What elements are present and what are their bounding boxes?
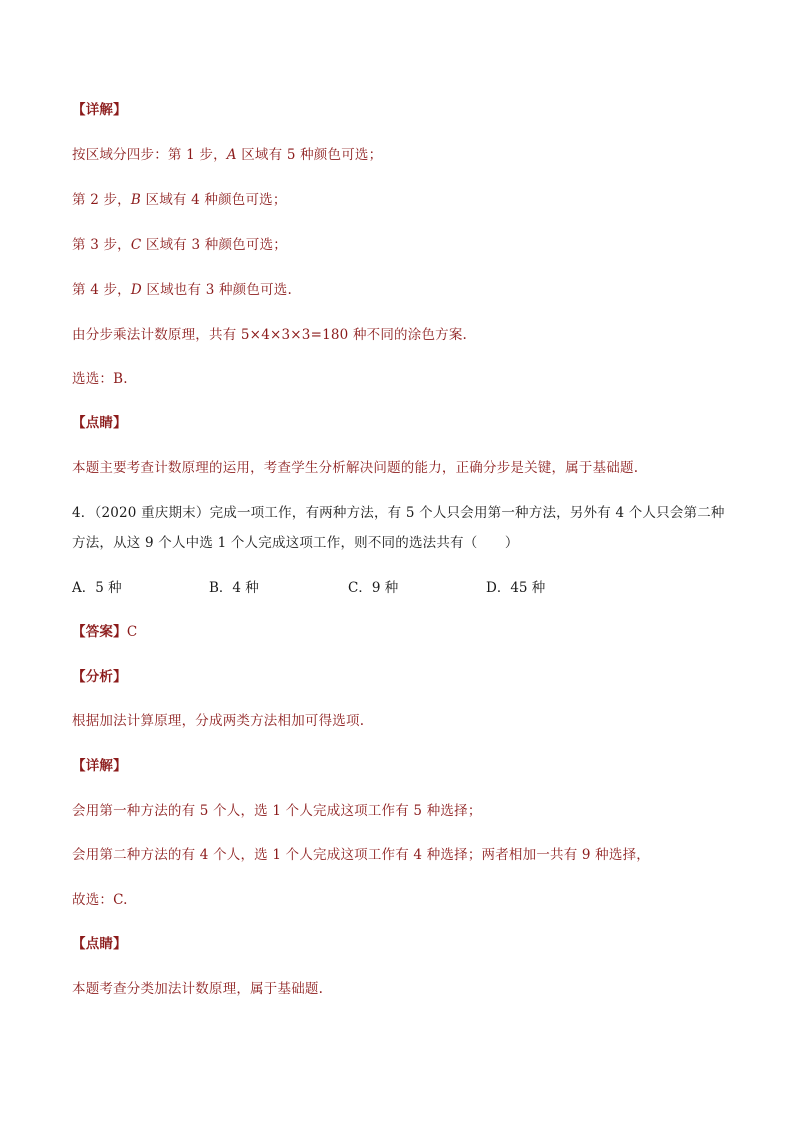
answer-value: C: [126, 624, 138, 640]
region-letter-d: D: [130, 282, 142, 298]
detail-choice: 故选：C.: [72, 892, 128, 908]
step3-prefix: 第 3 步，: [72, 237, 131, 253]
answer-heading: 【答案】: [72, 624, 127, 640]
answer-line: [72, 622, 137, 642]
step-intro: 按区域分四步：第 1 步，: [72, 147, 227, 163]
option-a: A．5 种: [72, 580, 122, 596]
region-letter-a: A: [226, 147, 237, 163]
question-stem-line1: 4．（2020 重庆期末）完成一项工作，有两种方法，有 5 个人只会用第一种方法，另外有 4 个人只会第二种: [72, 505, 725, 521]
analysis-text: 根据加法计算原理，分成两类方法相加可得选项.: [72, 713, 365, 729]
step2-rest: 区域有 4 种颜色可选；: [141, 192, 287, 208]
region-letter-b: B: [130, 192, 141, 208]
step4-prefix: 第 4 步，: [72, 282, 131, 298]
comment-heading-2: 【点睛】: [72, 936, 127, 952]
step2-line: [72, 190, 287, 210]
step4-rest: 区域也有 3 种颜色可选.: [141, 282, 292, 298]
step1-rest: 区域有 5 种颜色可选；: [236, 147, 383, 163]
question-stem-line2: 方法，从这 9 个人中选 1 个人完成这项工作，则不同的选法共有（ ）: [72, 535, 519, 551]
step3-line: [72, 235, 287, 255]
choice-line: 选选：B.: [72, 371, 128, 387]
comment-text: 本题主要考查计数原理的运用，考查学生分析解决问题的能力，正确分步是关键，属于基础题.: [72, 460, 639, 476]
analysis-heading: 【分析】: [72, 669, 127, 685]
option-c: C．9 种: [348, 580, 399, 596]
detail-line1: 会用第一种方法的有 5 个人，选 1 个人完成这项工作有 5 种选择；: [72, 803, 482, 819]
comment-heading: 【点睛】: [72, 415, 127, 431]
step2-prefix: 第 2 步，: [72, 192, 131, 208]
detail-heading: 【详解】: [72, 102, 127, 118]
comment-text-2: 本题考查分类加法计数原理，属于基础题.: [72, 981, 324, 997]
option-b: B．4 种: [209, 580, 259, 596]
detail-line2: 会用第二种方法的有 4 个人，选 1 个人完成这项工作有 4 种选择；两者相加一共有 9 种选择，: [72, 847, 650, 863]
step3-rest: 区域有 3 种颜色可选；: [141, 237, 287, 253]
region-letter-c: C: [130, 237, 142, 253]
step4-line: [72, 280, 292, 300]
product-rule-line: 由分步乘法计数原理，共有 5×4×3×3=180 种不同的涂色方案.: [72, 327, 468, 343]
step1-line: [72, 145, 382, 165]
option-d: D．45 种: [486, 580, 546, 596]
detail-heading-2: 【详解】: [72, 758, 127, 774]
